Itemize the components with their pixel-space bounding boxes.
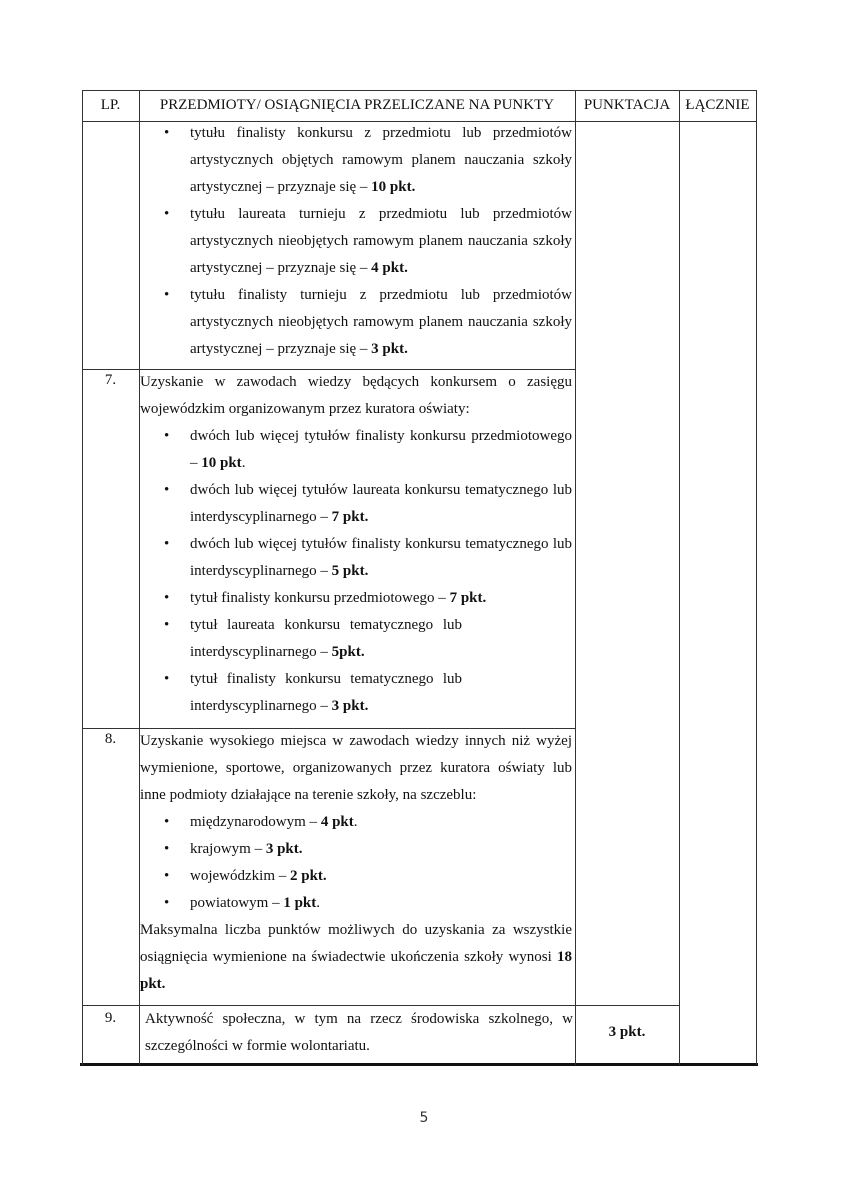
item-points: 10 pkt	[201, 455, 242, 471]
bullet-icon: •	[164, 841, 170, 857]
row8-intro: Uzyskanie wysokiego miejsca w zawodach wiedzy innych niż wyżej wymienione, sportowe, organizowanych przez kuratora oświaty lub inne podmioty działające na terenie szkoły, na szczeblu:	[140, 733, 572, 803]
bullet-icon: •	[164, 428, 170, 444]
item-points: 5pkt.	[331, 644, 365, 660]
list-item	[142, 423, 572, 477]
item-text: dwóch lub więcej tytułów laureata konkursu tematycznego lub interdyscyplinarnego –	[190, 482, 572, 525]
row8-summary	[140, 917, 572, 998]
bullet-icon: •	[164, 895, 170, 911]
bullet-icon: •	[164, 590, 170, 606]
item-text: tytułu finalisty konkursu z przedmiotu lub przedmiotów artystycznych objętych ramowym planem nauczania szkoły artystycznej – przyznaje się –	[190, 125, 572, 195]
list-item	[142, 282, 572, 363]
item-points: 10 pkt.	[371, 179, 416, 195]
item-text: wojewódzkim –	[190, 868, 290, 884]
row7-intro: Uzyskanie w zawodach wiedzy będących konkursem o zasięgu wojewódzkim organizowanym przez kuratora oświaty:	[140, 374, 572, 417]
bullet-icon: •	[164, 814, 170, 830]
item-text: tytułu finalisty turnieju z przedmiotu lub przedmiotów artystycznych nieobjętych ramowym planem nauczania szkoły artystycznej – przyznaje się –	[190, 287, 572, 357]
table-border-left	[82, 90, 83, 1065]
header-subjects: PRZEDMIOTY/ OSIĄGNIĘCIA PRZELICZANE NA PUNKTY	[159, 96, 555, 113]
header-total: ŁĄCZNIE	[685, 96, 750, 113]
item-text: tytułu laureata turnieju z przedmiotu lub przedmiotów artystycznych nieobjętych ramowym planem nauczania szkoły artystycznej – przyznaje się –	[190, 206, 572, 276]
item-points: 2 pkt.	[289, 868, 327, 884]
list-item	[142, 120, 572, 201]
row9-content	[145, 1006, 573, 1060]
item-points: 7 pkt.	[331, 509, 369, 525]
bullet-icon: •	[164, 287, 170, 303]
item-after: .	[353, 814, 358, 830]
item-points: 3 pkt.	[371, 341, 408, 357]
list-item	[142, 890, 572, 917]
header-lp: LP.	[100, 96, 121, 113]
item-text: krajowym –	[190, 841, 266, 857]
item-after: .	[241, 455, 246, 471]
item-points: 4 pkt.	[371, 260, 408, 276]
item-points: 1 pkt	[283, 895, 317, 911]
bullet-icon: •	[164, 868, 170, 884]
item-text: powiatowym –	[190, 895, 284, 911]
summary-text: Maksymalna liczba punktów możliwych do uzyskania za wszystkie osiągnięcia wymienione na świadectwie ukończenia szkoły wynosi	[140, 922, 572, 965]
row8-content	[142, 728, 572, 998]
item-points: 3 pkt.	[331, 698, 369, 714]
bullet-icon: •	[164, 671, 170, 687]
list-item	[142, 585, 572, 612]
bullet-icon: •	[164, 482, 170, 498]
table-border-right	[756, 90, 757, 1065]
item-points: 4 pkt	[320, 814, 354, 830]
item-after: .	[316, 895, 321, 911]
continuation-content	[142, 120, 572, 363]
bullet-icon: •	[164, 206, 170, 222]
item-text: tytuł laureata konkursu tematycznego lub interdyscyplinarnego –	[190, 617, 462, 660]
col-divider-subjects	[575, 90, 576, 1065]
row-number: 7.	[104, 372, 117, 388]
item-text: tytuł finalisty konkursu przedmiotowego –	[190, 590, 450, 606]
bullet-icon: •	[164, 617, 170, 633]
list-item	[142, 531, 572, 585]
table-border-bottom	[80, 1063, 758, 1066]
list-item	[142, 863, 572, 890]
summary-points: 18 pkt.	[140, 949, 572, 992]
item-text: dwóch lub więcej tytułów finalisty konkursu przedmiotowego –	[190, 428, 572, 471]
row9-points: 3 pkt.	[608, 1024, 646, 1040]
bullet-icon: •	[164, 125, 170, 141]
list-item	[142, 201, 572, 282]
row9-text: Aktywność społeczna, w tym na rzecz środowiska szkolnego, w szczególności w formie wolontariatu.	[145, 1011, 573, 1054]
list-item	[142, 612, 572, 666]
item-text: tytuł finalisty konkursu tematycznego lub interdyscyplinarnego –	[190, 671, 462, 714]
page-number: 5	[419, 1110, 429, 1126]
header-points: PUNKTACJA	[583, 96, 671, 113]
col-divider-points	[679, 90, 680, 1065]
item-points: 7 pkt.	[449, 590, 487, 606]
item-text: międzynarodowym –	[190, 814, 321, 830]
bullet-icon: •	[164, 536, 170, 552]
row-number: 9.	[104, 1010, 117, 1026]
item-text: dwóch lub więcej tytułów finalisty konkursu tematycznego lub interdyscyplinarnego –	[190, 536, 572, 579]
list-item	[142, 666, 572, 720]
row-number: 8.	[104, 731, 117, 747]
item-points: 3 pkt.	[265, 841, 303, 857]
list-item	[142, 809, 572, 836]
row7-content	[142, 369, 572, 720]
list-item	[142, 836, 572, 863]
item-points: 5 pkt.	[331, 563, 369, 579]
list-item	[142, 477, 572, 531]
